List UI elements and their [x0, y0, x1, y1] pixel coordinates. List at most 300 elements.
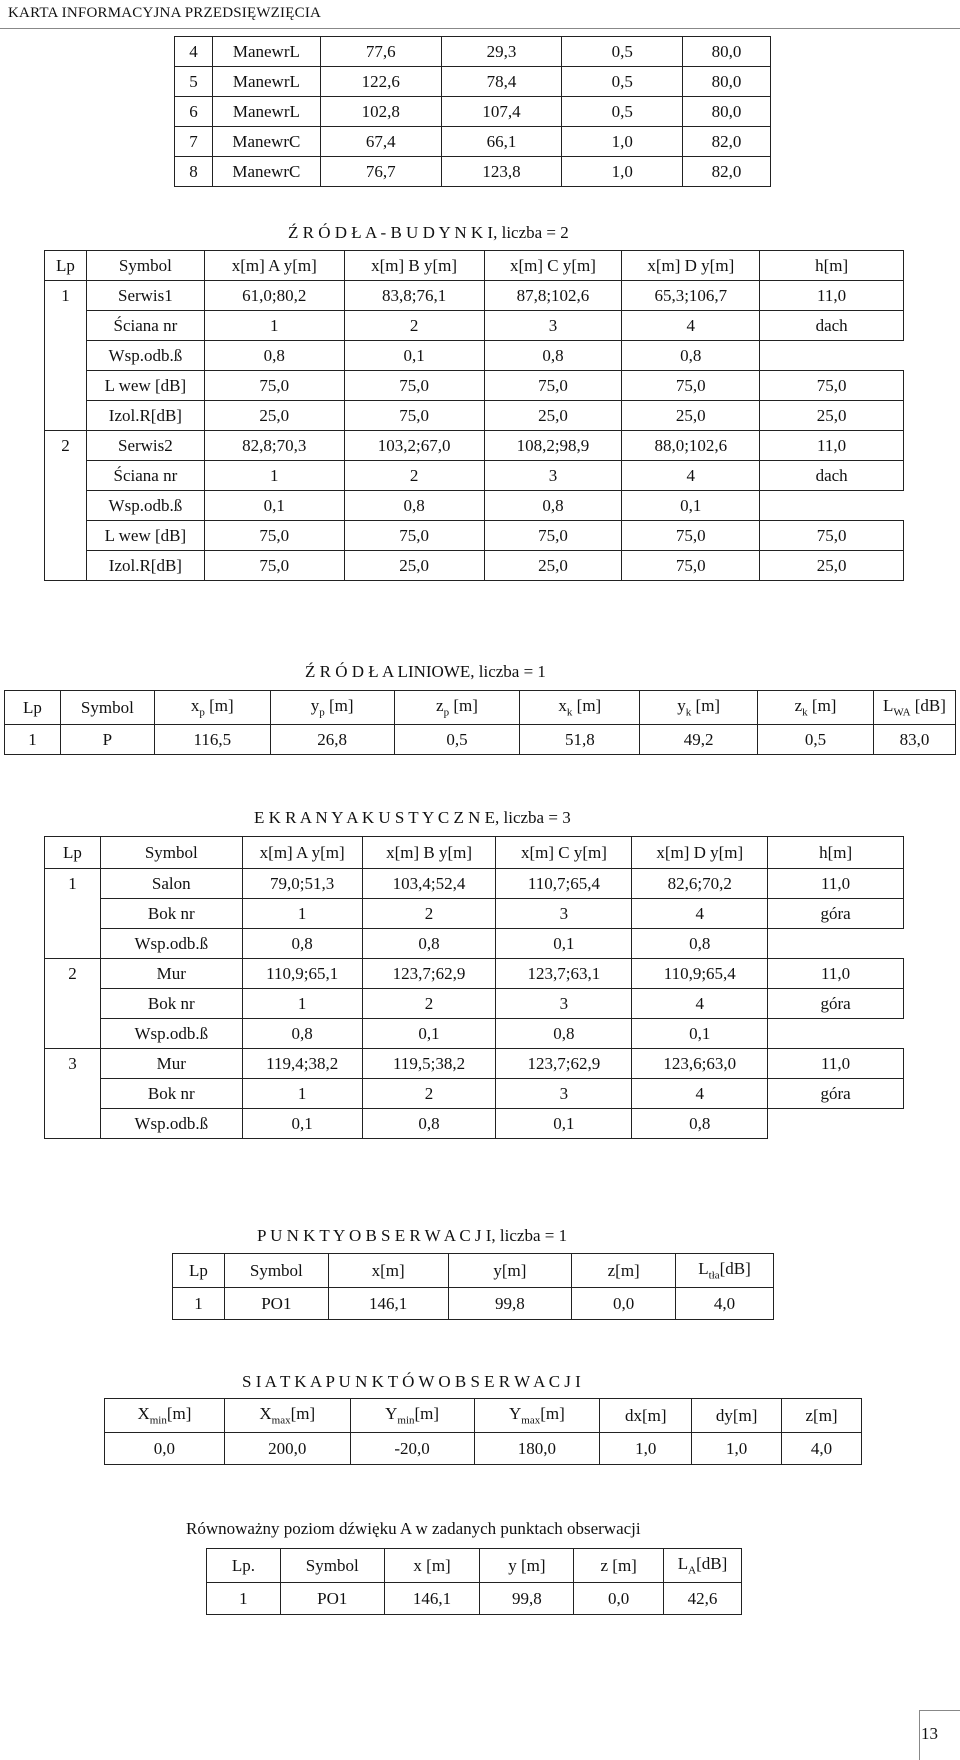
table-cell: Salon: [100, 869, 242, 899]
table-cell: 0,0: [574, 1583, 664, 1615]
column-header: [572, 1254, 676, 1288]
header-text: X: [259, 1404, 272, 1424]
table-cell: 4: [622, 311, 760, 341]
table-cell: 61,0;80,2: [204, 281, 344, 311]
header-text: Y: [385, 1404, 398, 1424]
table-cell: 3: [496, 1079, 632, 1109]
results-title: Równoważny poziom dźwięku A w zadanych punktach obserwacji: [186, 1519, 641, 1538]
table-cell: 75,0: [484, 521, 622, 551]
table-cell: 29,3: [441, 37, 562, 67]
table-cell: 11,0: [768, 1049, 904, 1079]
table-cell: 75,0: [204, 521, 344, 551]
table-cell: 1,0: [600, 1433, 692, 1465]
table-cell: 110,9;65,1: [242, 959, 362, 989]
column-header: Symbol: [86, 251, 204, 281]
table-cell: 0,1: [204, 491, 344, 521]
table-row: [45, 491, 904, 521]
table-cell: 78,4: [441, 67, 562, 97]
column-header: x[m] D y[m]: [632, 837, 768, 869]
header-text: z: [436, 696, 444, 716]
point-sources-table-continued: [174, 36, 771, 187]
table-cell: 1: [204, 311, 344, 341]
table-row: [45, 461, 904, 491]
table-cell: 8: [175, 157, 213, 187]
table-cell: L wew [dB]: [86, 521, 204, 551]
header-unit: [m]: [290, 1404, 316, 1424]
table-cell: 42,6: [664, 1583, 742, 1615]
observation-grid-title: S I A T K A P U N K T Ó W O B S E R W A C J I: [242, 1372, 581, 1391]
table-cell: P: [60, 725, 154, 755]
table-cell: 7: [175, 127, 213, 157]
table-cell: 11,0: [760, 431, 904, 461]
header-unit: [m]: [414, 1404, 440, 1424]
table-cell: 0,1: [496, 1109, 632, 1139]
column-header: Symbol: [100, 837, 242, 869]
column-header: [640, 691, 758, 725]
table-cell: 2: [362, 989, 496, 1019]
header-unit: [dB]: [696, 1554, 728, 1574]
header-subscript: max: [521, 1414, 541, 1427]
observation-points-table: [172, 1253, 774, 1320]
table-cell: 82,0: [683, 157, 771, 187]
table-cell: [45, 1079, 101, 1109]
page-header: [0, 0, 960, 29]
table-row: [45, 899, 904, 929]
table-row: [45, 371, 904, 401]
table-cell: 119,5;38,2: [362, 1049, 496, 1079]
table-cell: 4: [175, 37, 213, 67]
header-text: y: [310, 696, 320, 716]
header-subscript: min: [149, 1414, 167, 1427]
table-cell: [45, 491, 87, 521]
table-cell: góra: [768, 989, 904, 1019]
observation-points-title: P U N K T Y O B S E R W A C J I, liczba = 1: [257, 1226, 568, 1245]
header-text: L: [677, 1554, 689, 1574]
header-subscript: k: [685, 706, 692, 719]
table-cell: 75,0: [344, 371, 484, 401]
column-header: [758, 691, 874, 725]
table-cell: [45, 989, 101, 1019]
table-cell: ManewrL: [212, 37, 320, 67]
table-cell: 110,9;65,4: [632, 959, 768, 989]
table-cell: Wsp.odb.ß: [100, 1109, 242, 1139]
table-cell: 25,0: [484, 551, 622, 581]
table-cell: 77,6: [320, 37, 441, 67]
header-unit: [m]: [691, 696, 721, 716]
table-cell: 4: [622, 461, 760, 491]
table-cell: 110,7;65,4: [496, 869, 632, 899]
table-cell: ManewrC: [212, 157, 320, 187]
table-cell: Mur: [100, 1049, 242, 1079]
header-text: x[m]: [371, 1260, 405, 1280]
table-cell: 1: [204, 461, 344, 491]
table-row: [45, 959, 904, 989]
table-cell: 4: [632, 899, 768, 929]
table-cell: 99,8: [448, 1288, 572, 1320]
observation-grid-table: [104, 1398, 862, 1465]
table-cell: 180,0: [474, 1433, 600, 1465]
table-cell: 0,1: [496, 929, 632, 959]
page-number: 13: [921, 1724, 938, 1743]
table-cell: 66,1: [441, 127, 562, 157]
table-row: [45, 431, 904, 461]
table-cell: 11,0: [768, 959, 904, 989]
header-text: dx[m]: [624, 1405, 667, 1425]
table-cell: 2: [344, 311, 484, 341]
row-number: 2: [45, 431, 87, 461]
table-cell: 82,6;70,2: [632, 869, 768, 899]
header-text: z[m]: [607, 1260, 640, 1280]
table-cell: ManewrL: [212, 97, 320, 127]
table-cell: 0,8: [496, 1019, 632, 1049]
table-cell: 26,8: [270, 725, 394, 755]
table-cell: 123,7;63,1: [496, 959, 632, 989]
column-header: x[m] D y[m]: [622, 251, 760, 281]
column-header: x[m] B y[m]: [344, 251, 484, 281]
table-cell: 65,3;106,7: [622, 281, 760, 311]
table-cell: 107,4: [441, 97, 562, 127]
table-cell: 108,2;98,9: [484, 431, 622, 461]
table-cell: [45, 521, 87, 551]
table-row: [45, 551, 904, 581]
table-cell: 0,8: [362, 929, 496, 959]
column-header: [676, 1254, 774, 1288]
column-header: Lp: [45, 837, 101, 869]
column-header: [448, 1254, 572, 1288]
table-cell: PO1: [280, 1583, 384, 1615]
table-cell: L wew [dB]: [86, 371, 204, 401]
table-cell: [45, 929, 101, 959]
table-cell: 0,0: [105, 1433, 225, 1465]
table-cell: [45, 401, 87, 431]
header-subscript: k: [802, 706, 808, 719]
table-cell: 88,0;102,6: [622, 431, 760, 461]
column-header: [224, 1399, 350, 1433]
table-row: [173, 1288, 774, 1320]
table-cell: ManewrC: [212, 127, 320, 157]
column-header: x[m] A y[m]: [204, 251, 344, 281]
table-cell: Wsp.odb.ß: [100, 1019, 242, 1049]
header-text: z [m]: [600, 1555, 637, 1575]
table-cell: [768, 929, 904, 959]
table-cell: 1: [242, 899, 362, 929]
table-cell: 83,0: [873, 725, 955, 755]
table-cell: góra: [768, 1079, 904, 1109]
table-cell: 80,0: [683, 37, 771, 67]
table-cell: 103,4;52,4: [362, 869, 496, 899]
table-row: [45, 1049, 904, 1079]
header-text: y [m]: [508, 1555, 546, 1575]
table-cell: 0,8: [632, 929, 768, 959]
table-cell: 0,1: [632, 1019, 768, 1049]
table-cell: [45, 461, 87, 491]
column-header: [474, 1399, 600, 1433]
column-header: x[m] C y[m]: [484, 251, 622, 281]
table-cell: 82,8;70,3: [204, 431, 344, 461]
table-cell: 82,0: [683, 127, 771, 157]
table-cell: [768, 1109, 904, 1139]
table-cell: 99,8: [480, 1583, 574, 1615]
table-cell: [45, 551, 87, 581]
header-text: dy[m]: [715, 1405, 758, 1425]
table-row: [105, 1433, 862, 1465]
table-cell: PO1: [224, 1288, 328, 1320]
table-cell: [45, 311, 87, 341]
table-cell: Mur: [100, 959, 242, 989]
header-unit: [m]: [166, 1404, 192, 1424]
table-cell: 0,8: [484, 491, 622, 521]
column-header: [574, 1549, 664, 1583]
table-cell: 0,5: [758, 725, 874, 755]
table-row: [175, 97, 771, 127]
column-header: [60, 691, 154, 725]
table-cell: 25,0: [760, 551, 904, 581]
table-cell: 1: [242, 989, 362, 1019]
table-row: [45, 989, 904, 1019]
header-unit: [m]: [807, 696, 837, 716]
header-unit: [m]: [449, 696, 478, 716]
table-cell: 3: [484, 311, 622, 341]
header-text: L: [883, 696, 894, 716]
table-cell: -20,0: [350, 1433, 474, 1465]
column-header: [350, 1399, 474, 1433]
table-cell: 2: [362, 1079, 496, 1109]
table-cell: 0,5: [562, 37, 683, 67]
column-header: [173, 1254, 225, 1288]
header-subscript: min: [397, 1414, 415, 1427]
column-header: [664, 1549, 742, 1583]
table-cell: 25,0: [760, 401, 904, 431]
table-cell: 0,1: [344, 341, 484, 371]
header-text: Lp: [189, 1260, 208, 1280]
table-row: [175, 127, 771, 157]
row-number: 1: [45, 281, 87, 311]
column-header: x[m] C y[m]: [496, 837, 632, 869]
table-cell: 11,0: [760, 281, 904, 311]
table-row: [45, 281, 904, 311]
table-row: [175, 37, 771, 67]
table-cell: 75,0: [204, 551, 344, 581]
table-cell: [45, 341, 87, 371]
header-text: Symbol: [80, 697, 134, 717]
table-cell: [760, 341, 904, 371]
table-cell: 116,5: [154, 725, 270, 755]
table-row: [5, 725, 956, 755]
acoustic-screens-table: [44, 836, 904, 1139]
table-cell: 146,1: [384, 1583, 480, 1615]
table-cell: 0,8: [344, 491, 484, 521]
table-cell: 75,0: [760, 521, 904, 551]
table-cell: 25,0: [622, 401, 760, 431]
table-cell: 0,8: [632, 1109, 768, 1139]
header-subscript: WA: [893, 706, 911, 719]
table-cell: 123,6;63,0: [632, 1049, 768, 1079]
table-cell: 3: [484, 461, 622, 491]
table-row: [45, 929, 904, 959]
column-header: [270, 691, 394, 725]
table-cell: dach: [760, 461, 904, 491]
table-cell: Bok nr: [100, 899, 242, 929]
header-text: z[m]: [805, 1405, 838, 1425]
table-cell: 5: [175, 67, 213, 97]
table-cell: 1,0: [562, 127, 683, 157]
column-header: Lp: [45, 251, 87, 281]
header-unit: [dB]: [719, 1259, 751, 1279]
table-cell: 75,0: [622, 551, 760, 581]
header-subscript: p: [319, 706, 325, 719]
table-cell: 4,0: [782, 1433, 862, 1465]
table-cell: 67,4: [320, 127, 441, 157]
table-cell: 4: [632, 1079, 768, 1109]
table-cell: 6: [175, 97, 213, 127]
table-cell: Ściana nr: [86, 311, 204, 341]
column-header: [207, 1549, 281, 1583]
table-cell: 123,8: [441, 157, 562, 187]
table-cell: [45, 1019, 101, 1049]
header-text: x [m]: [413, 1555, 451, 1575]
header-unit: [m]: [572, 696, 602, 716]
header-subscript: p: [443, 706, 450, 719]
header-text: L: [698, 1259, 709, 1279]
table-row: [45, 401, 904, 431]
row-number: 1: [45, 869, 101, 899]
table-cell: 25,0: [484, 401, 622, 431]
header-text: Y: [509, 1404, 522, 1424]
table-cell: 0,0: [572, 1288, 676, 1320]
table-cell: 0,5: [562, 97, 683, 127]
table-cell: 0,8: [204, 341, 344, 371]
column-header: [782, 1399, 862, 1433]
header-unit: [dB]: [910, 696, 946, 716]
table-cell: dach: [760, 311, 904, 341]
buildings-table: [44, 250, 904, 581]
table-row: [175, 67, 771, 97]
column-header: [280, 1549, 384, 1583]
header-subscript: A: [688, 1564, 697, 1577]
table-row: [45, 1019, 904, 1049]
header-subscript: max: [271, 1414, 291, 1427]
table-cell: 4,0: [676, 1288, 774, 1320]
table-cell: 76,7: [320, 157, 441, 187]
results-table: [206, 1548, 742, 1615]
table-row: [45, 1109, 904, 1139]
table-cell: Wsp.odb.ß: [86, 341, 204, 371]
table-cell: 80,0: [683, 67, 771, 97]
column-header: [600, 1399, 692, 1433]
table-cell: [45, 899, 101, 929]
table-cell: 25,0: [204, 401, 344, 431]
table-cell: 11,0: [768, 869, 904, 899]
table-cell: 25,0: [344, 551, 484, 581]
table-cell: 0,5: [394, 725, 520, 755]
table-cell: 0,8: [362, 1109, 496, 1139]
column-header: h[m]: [768, 837, 904, 869]
table-cell: 0,8: [242, 929, 362, 959]
table-cell: 2: [344, 461, 484, 491]
header-unit: [m]: [540, 1404, 565, 1424]
linear-sources-title: Ź R Ó D Ł A LINIOWE, liczba = 1: [305, 662, 546, 681]
table-cell: 1: [242, 1079, 362, 1109]
table-cell: 0,1: [242, 1109, 362, 1139]
table-cell: 0,1: [622, 491, 760, 521]
table-cell: 87,8;102,6: [484, 281, 622, 311]
table-cell: 1,0: [692, 1433, 782, 1465]
table-cell: 75,0: [622, 371, 760, 401]
table-cell: 1: [173, 1288, 225, 1320]
column-header: [224, 1254, 328, 1288]
table-cell: 75,0: [760, 371, 904, 401]
table-cell: 3: [496, 989, 632, 1019]
header-title: KARTA INFORMACYJNA PRZEDSIĘWZIĘCIA: [8, 5, 322, 21]
table-cell: Ściana nr: [86, 461, 204, 491]
column-header: [384, 1549, 480, 1583]
table-cell: 3: [496, 899, 632, 929]
table-row: [175, 157, 771, 187]
table-cell: 79,0;51,3: [242, 869, 362, 899]
header-text: x: [558, 696, 567, 716]
table-cell: 75,0: [344, 401, 484, 431]
table-cell: [45, 371, 87, 401]
row-number: 3: [45, 1049, 101, 1079]
table-cell: Wsp.odb.ß: [100, 929, 242, 959]
column-header: h[m]: [760, 251, 904, 281]
table-cell: Izol.R[dB]: [86, 551, 204, 581]
table-cell: ManewrL: [212, 67, 320, 97]
header-text: Lp.: [231, 1555, 255, 1575]
row-number: 2: [45, 959, 101, 989]
table-cell: 83,8;76,1: [344, 281, 484, 311]
column-header: [873, 691, 955, 725]
table-cell: Izol.R[dB]: [86, 401, 204, 431]
table-cell: 200,0: [224, 1433, 350, 1465]
column-header: [394, 691, 520, 725]
table-cell: 0,5: [562, 67, 683, 97]
header-text: Lp: [23, 697, 42, 717]
table-row: [45, 341, 904, 371]
table-row: [45, 869, 904, 899]
header-unit: [m]: [204, 696, 234, 716]
table-cell: 51,8: [520, 725, 640, 755]
header-unit: [m]: [324, 696, 354, 716]
table-cell: 75,0: [344, 521, 484, 551]
linear-sources-table: [4, 690, 956, 755]
column-header: [692, 1399, 782, 1433]
table-cell: 4: [632, 989, 768, 1019]
table-cell: 1,0: [562, 157, 683, 187]
table-cell: 102,8: [320, 97, 441, 127]
table-cell: Serwis1: [86, 281, 204, 311]
header-text: x: [190, 696, 200, 716]
table-cell: 75,0: [622, 521, 760, 551]
table-row: [207, 1583, 742, 1615]
table-cell: 0,8: [622, 341, 760, 371]
table-cell: góra: [768, 899, 904, 929]
table-cell: 146,1: [328, 1288, 448, 1320]
table-cell: Bok nr: [100, 1079, 242, 1109]
table-cell: [45, 1109, 101, 1139]
table-cell: 75,0: [484, 371, 622, 401]
table-cell: 122,6: [320, 67, 441, 97]
column-header: [154, 691, 270, 725]
table-cell: [768, 1019, 904, 1049]
table-cell: 1: [5, 725, 61, 755]
buildings-title: Ź R Ó D Ł A - B U D Y N K I, liczba = 2: [288, 223, 569, 242]
table-cell: 1: [207, 1583, 281, 1615]
table-cell: 0,1: [362, 1019, 496, 1049]
header-subscript: p: [199, 706, 205, 719]
header-text: Symbol: [249, 1260, 303, 1280]
table-cell: 123,7;62,9: [496, 1049, 632, 1079]
